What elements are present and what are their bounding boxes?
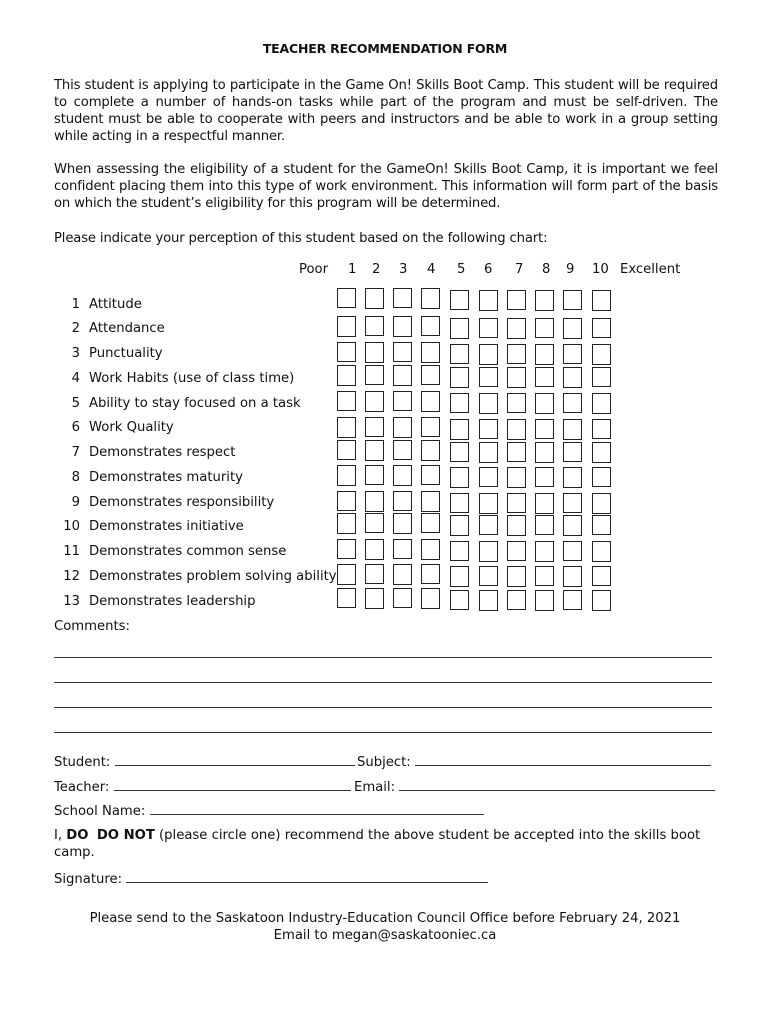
rating-checkbox[interactable] [479,393,498,414]
criterion-label: Demonstrates initiative [89,519,244,534]
rating-checkbox[interactable] [337,391,356,411]
rating-checkbox[interactable] [450,566,469,587]
rating-checkbox[interactable] [450,493,469,513]
footer-email: Email to megan@saskatooniec.ca [273,928,497,943]
rating-checkbox[interactable] [365,316,384,336]
rating-checkbox[interactable] [337,491,356,511]
rating-checkbox[interactable] [507,467,526,488]
rating-checkbox[interactable] [592,442,611,463]
student-field [54,753,355,770]
do-not-option[interactable]: DO NOT [96,828,155,843]
criterion-label: Work Quality [89,420,174,435]
comments-line[interactable] [54,707,712,708]
scale-number-10: 10 [592,262,609,277]
rating-checkbox[interactable] [592,467,611,487]
rating-checkbox[interactable] [421,491,440,512]
rating-checkbox[interactable] [450,515,469,536]
criterion-label: Demonstrates problem solving ability [89,569,337,584]
scale-number-5: 5 [457,262,466,277]
rating-checkbox[interactable] [421,513,440,533]
rating-checkbox[interactable] [365,513,384,533]
recommendation-declaration [54,827,718,861]
rating-checkbox[interactable] [393,513,412,534]
rating-checkbox[interactable] [507,290,526,310]
rating-checkbox[interactable] [479,442,498,463]
rating-checkbox[interactable] [535,318,554,338]
criterion-number: 1 [71,297,80,312]
criterion-number: 12 [63,569,80,584]
rating-checkbox[interactable] [592,541,611,562]
instruction-text: Please indicate your perception of this student based on the following chart: [54,231,548,246]
rating-checkbox[interactable] [365,391,384,412]
email-field [354,778,715,795]
rating-checkbox[interactable] [479,590,498,611]
rating-checkbox[interactable] [563,566,582,587]
rating-checkbox[interactable] [563,493,582,513]
rating-checkbox[interactable] [563,590,582,610]
school-name-input-line[interactable] [150,802,484,815]
declaration-prefix: I, [54,828,67,843]
rating-checkbox[interactable] [450,467,469,488]
rating-checkbox[interactable] [393,316,412,337]
footer-instructions: Please send to the Saskatoon Industry-Education Council Office before February 24, 2021 [89,911,681,926]
rating-checkbox[interactable] [337,316,356,337]
rating-checkbox[interactable] [507,541,526,561]
rating-checkbox[interactable] [592,566,611,586]
rating-checkbox[interactable] [479,367,498,387]
rating-checkbox[interactable] [393,491,412,511]
rating-checkbox[interactable] [535,541,554,562]
rating-checkbox[interactable] [365,588,384,609]
rating-scale-header [0,262,770,282]
scale-number-9: 9 [566,262,575,277]
rating-checkbox[interactable] [393,564,412,585]
signature-field [54,870,488,887]
rating-checkbox[interactable] [592,344,611,365]
rating-checkbox[interactable] [365,342,384,363]
rating-checkbox[interactable] [535,442,554,463]
rating-checkbox[interactable] [563,318,582,339]
rating-checkbox[interactable] [393,342,412,362]
rating-checkbox[interactable] [479,493,498,514]
rating-checkbox[interactable] [337,342,356,362]
comments-label: Comments: [54,619,130,634]
rating-checkbox[interactable] [592,290,611,311]
rating-checkbox[interactable] [450,290,469,310]
rating-checkbox[interactable] [535,290,554,311]
rating-checkbox[interactable] [507,344,526,364]
rating-checkbox[interactable] [450,442,469,462]
email-label: Email: [354,780,396,795]
rating-checkbox[interactable] [592,318,611,338]
rating-checkbox[interactable] [450,318,469,339]
rating-checkbox[interactable] [421,365,440,385]
criterion-label: Punctuality [89,346,163,361]
rating-checkbox[interactable] [479,419,498,439]
rating-checkbox[interactable] [479,566,498,586]
rating-checkbox[interactable] [592,515,611,535]
footer [0,910,770,944]
rating-checkbox[interactable] [421,417,440,437]
rating-checkbox[interactable] [479,344,498,365]
rating-checkbox[interactable] [337,539,356,559]
criterion-label: Ability to stay focused on a task [89,396,301,411]
rating-checkbox[interactable] [535,566,554,586]
rating-checkbox[interactable] [479,467,498,487]
rating-checkbox[interactable] [337,465,356,486]
rating-checkbox[interactable] [592,367,611,387]
student-label: Student: [54,755,111,770]
scale-number-3: 3 [399,262,408,277]
rating-checkbox[interactable] [337,288,356,308]
rating-checkbox[interactable] [337,513,356,534]
rating-checkbox[interactable] [563,467,582,488]
rating-checkbox[interactable] [507,515,526,536]
criterion-number: 7 [71,445,80,460]
criterion-number: 6 [71,420,80,435]
rating-checkbox[interactable] [421,342,440,363]
rating-checkbox[interactable] [563,515,582,536]
rating-checkbox[interactable] [535,590,554,611]
criterion-number: 13 [63,594,80,609]
rating-checkbox[interactable] [421,588,440,609]
criterion-label: Attendance [89,321,165,336]
email-input-line[interactable] [399,778,715,791]
rating-checkbox[interactable] [337,564,356,585]
rating-checkbox[interactable] [365,564,384,584]
rating-checkbox[interactable] [393,288,412,308]
intro-paragraph: This student is applying to participate in the Game On! Skills Boot Camp. This student will be required to complete a number of hands-on tasks while part of the program and must be self-driven. The student must be able to cooperate with peers and instructors and be able to work in a group setting while acting in a respectful manner. [54,78,718,144]
comments-line[interactable] [54,682,712,683]
rating-checkbox[interactable] [421,564,440,584]
rating-checkbox[interactable] [563,393,582,413]
school-name-label: School Name: [54,804,146,819]
rating-checkbox[interactable] [393,391,412,411]
criterion-number: 4 [71,371,80,386]
rating-checkbox[interactable] [450,419,469,440]
rating-checkbox[interactable] [592,419,611,439]
rating-checkbox[interactable] [535,344,554,365]
scale-number-6: 6 [484,262,493,277]
rating-checkbox[interactable] [450,367,469,388]
subject-label: Subject: [357,755,411,770]
scale-low-label: Poor [299,262,329,277]
rating-checkbox[interactable] [563,541,582,561]
rating-checkbox[interactable] [479,541,498,562]
rating-checkbox[interactable] [507,419,526,440]
rating-checkbox[interactable] [337,588,356,608]
rating-checkbox[interactable] [535,393,554,414]
rating-checkbox[interactable] [592,493,611,514]
criterion-label: Demonstrates respect [89,445,236,460]
rating-checkbox[interactable] [421,465,440,485]
rating-checkbox[interactable] [365,465,384,485]
rating-checkbox[interactable] [393,365,412,386]
criterion-number: 8 [71,470,80,485]
rating-checkbox[interactable] [592,393,611,414]
rating-checkbox[interactable] [365,417,384,437]
rating-checkbox[interactable] [507,367,526,388]
rating-checkbox[interactable] [507,590,526,610]
rating-checkbox[interactable] [479,290,498,311]
comments-line[interactable] [54,657,712,658]
criterion-number: 3 [71,346,80,361]
rating-checkbox[interactable] [365,288,384,309]
rating-checkbox[interactable] [365,440,384,461]
teacher-label: Teacher: [54,780,110,795]
scale-number-7: 7 [515,262,524,277]
criterion-label: Demonstrates maturity [89,470,243,485]
subject-input-line[interactable] [415,753,711,766]
rating-checkbox[interactable] [421,391,440,412]
criterion-label: Demonstrates common sense [89,544,287,559]
rating-checkbox[interactable] [563,367,582,388]
scale-number-4: 4 [427,262,436,277]
rating-checkbox[interactable] [393,417,412,438]
rating-checkbox[interactable] [479,515,498,535]
criterion-label: Demonstrates leadership [89,594,256,609]
rating-checkbox[interactable] [507,493,526,513]
rating-checkbox[interactable] [563,442,582,462]
subject-field [357,753,711,770]
rating-checkbox[interactable] [421,440,440,461]
declaration-suffix: (please circle one) recommend the above student be accepted into the skills boot camp. [54,828,701,860]
rating-checkbox[interactable] [337,365,356,386]
rating-checkbox[interactable] [535,419,554,439]
rating-checkbox[interactable] [563,419,582,440]
rating-checkbox[interactable] [337,440,356,460]
rating-checkbox[interactable] [563,344,582,364]
rating-checkbox[interactable] [479,318,498,338]
form-title: TEACHER RECOMMENDATION FORM [262,41,508,56]
rating-checkbox[interactable] [535,515,554,535]
teacher-field [54,778,351,795]
criterion-number: 5 [71,396,80,411]
rating-checkbox[interactable] [507,318,526,339]
rating-checkbox[interactable] [507,393,526,413]
rating-checkbox[interactable] [535,467,554,487]
rating-checkbox[interactable] [365,539,384,560]
rating-checkbox[interactable] [365,365,384,385]
criterion-number: 9 [71,495,80,510]
student-input-line[interactable] [115,753,355,766]
rating-checkbox[interactable] [421,288,440,309]
scale-number-8: 8 [542,262,551,277]
rating-checkbox[interactable] [450,590,469,610]
rating-checkbox[interactable] [563,290,582,310]
rating-checkbox[interactable] [365,491,384,512]
rating-checkbox[interactable] [507,566,526,587]
rating-checkbox[interactable] [393,440,412,460]
criterion-label: Work Habits (use of class time) [89,371,295,386]
rating-checkbox[interactable] [507,442,526,462]
rating-checkbox[interactable] [393,465,412,486]
rating-checkbox[interactable] [337,417,356,438]
signature-label: Signature: [54,872,123,887]
criterion-label: Attitude [89,297,142,312]
rating-checkbox[interactable] [393,588,412,608]
rating-checkbox[interactable] [450,344,469,364]
rating-checkbox[interactable] [535,367,554,387]
scale-number-2: 2 [372,262,381,277]
do-option[interactable]: DO [66,828,89,843]
assessment-paragraph: When assessing the eligibility of a student for the GameOn! Skills Boot Camp, it is important we feel confident placing them into this type of work environment. This information will form part of the basis on which the student’s eligibility for this program will be determined. [54,162,718,211]
scale-high-label: Excellent [620,262,681,277]
rating-checkbox[interactable] [421,539,440,560]
rating-checkbox[interactable] [450,393,469,413]
rating-checkbox[interactable] [535,493,554,514]
teacher-input-line[interactable] [114,778,351,791]
scale-number-1: 1 [348,262,357,277]
criterion-number: 11 [63,544,80,559]
criterion-number: 2 [71,321,80,336]
rating-checkbox[interactable] [592,590,611,611]
rating-checkbox[interactable] [421,316,440,336]
signature-input-line[interactable] [126,870,488,883]
comments-line[interactable] [54,732,712,733]
criterion-number: 10 [63,519,80,534]
rating-checkbox[interactable] [393,539,412,559]
rating-checkbox[interactable] [450,541,469,561]
school-name-field [54,802,484,819]
criterion-label: Demonstrates responsibility [89,495,275,510]
